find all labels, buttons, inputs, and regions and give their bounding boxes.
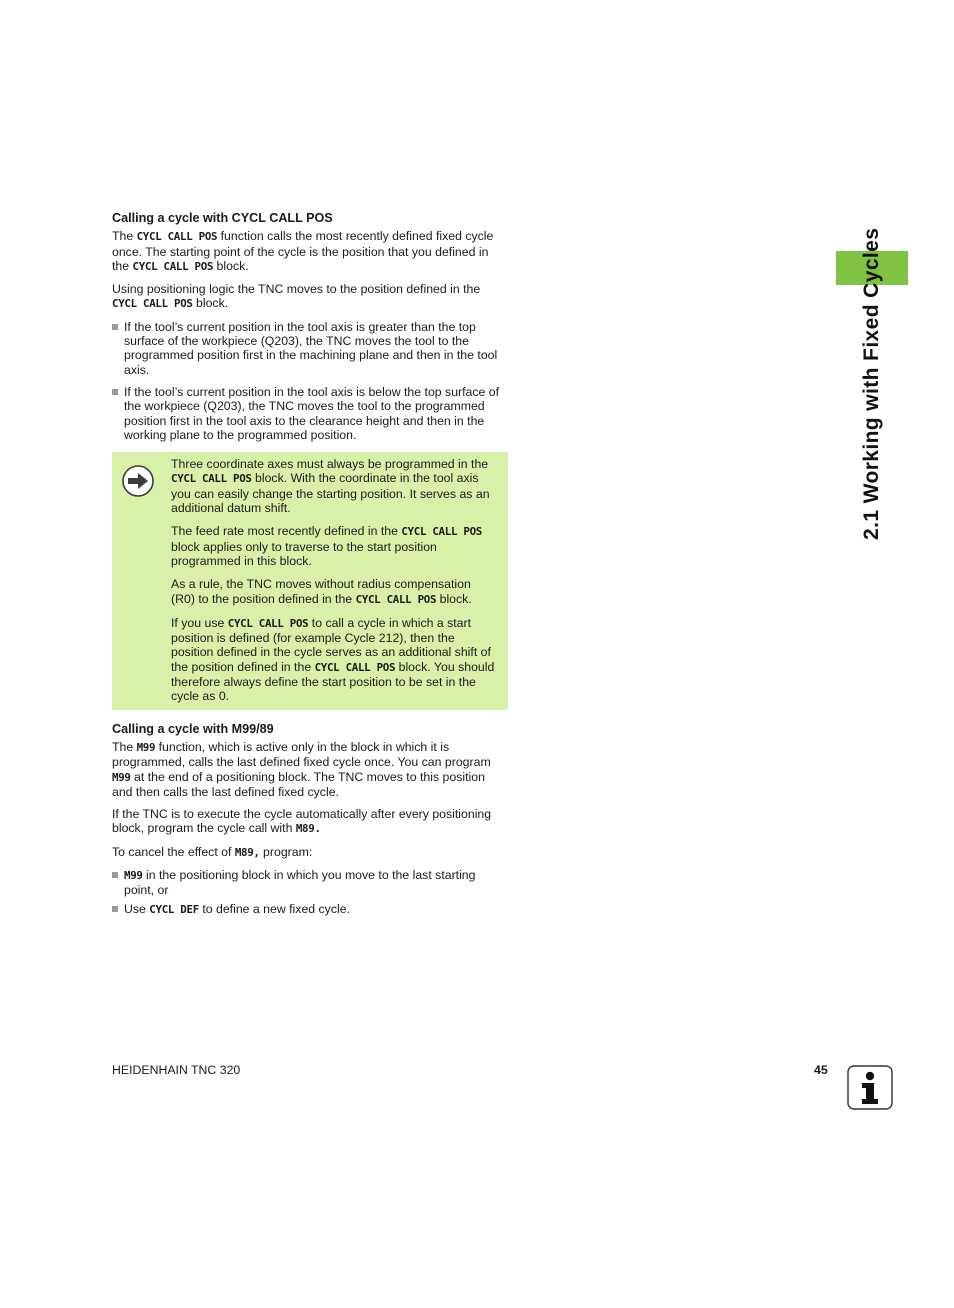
- main-content: [112, 211, 508, 925]
- note-paragraph: Three coordinate axes must always be programmed in the CYCL CALL POS block. With the coordinate in the tool axis you can easily change the starting position. It serves as an additional datum shift.: [171, 457, 490, 516]
- code-keyword: CYCL CALL POS: [112, 297, 193, 311]
- footer-product: HEIDENHAIN TNC 320: [112, 1063, 241, 1077]
- code-keyword: M89,: [234, 845, 260, 859]
- note-box: [112, 452, 508, 709]
- code-keyword: M99: [136, 740, 156, 754]
- note-paragraph: As a rule, the TNC moves without radius compensation (R0) to the position defined in the CYCL CALL POS block.: [171, 577, 472, 606]
- paragraph: Using positioning logic the TNC moves to the position defined in the CYCL CALL POS block.: [112, 282, 481, 311]
- list-item: Use CYCL DEF to define a new fixed cycle.: [112, 902, 508, 917]
- code-keyword: M89.: [295, 822, 321, 836]
- arrow-right-icon: [121, 464, 155, 498]
- paragraph: The CYCL CALL POS function calls the most recently defined fixed cycle once. The starting point of the cycle is the position that you defined in the CYCL CALL POS block.: [112, 229, 494, 273]
- note-paragraph: If you use CYCL CALL POS to call a cycle in which a start position is defined (for example Cycle 212), then the position defined in the cycle serves as an additional shift of the position defined in the CYCL CALL POS block. You should therefore always define the start position to be set in the cycle as 0.: [171, 615, 495, 704]
- code-keyword: CYCL CALL POS: [355, 592, 437, 606]
- section-heading-m99-89: Calling a cycle with M99/89: [112, 721, 274, 736]
- list-item: If the tool’s current position in the tool axis is greater than the top surface of the workpiece (Q203), the TNC moves the tool to the programmed position first in the machining plane and then in the tool axis.: [112, 320, 508, 377]
- list-item: M99 in the positioning block in which you move to the last starting point, or: [112, 868, 508, 898]
- code-keyword: CYCL CALL POS: [136, 230, 218, 244]
- section-heading-cycl-call-pos: Calling a cycle with CYCL CALL POS: [112, 211, 333, 225]
- paragraph: If the TNC is to execute the cycle automatically after every positioning block, program the cycle call with M89.: [112, 807, 492, 836]
- code-keyword: CYCL CALL POS: [132, 259, 214, 273]
- paragraph: To cancel the effect of M89, program:: [112, 844, 313, 859]
- code-keyword: CYCL DEF: [149, 902, 199, 916]
- page-number: 45: [814, 1063, 828, 1077]
- code-keyword: CYCL CALL POS: [401, 525, 482, 539]
- list-item: If the tool’s current position in the tool axis is below the top surface of the workpiece (Q203), the TNC moves the tool to the programmed position first in the tool axis to the clearance height and then in the working plane to the programmed position.: [112, 385, 508, 442]
- note-paragraph: The feed rate most recently defined in the CYCL CALL POS block applies only to traverse to the start position programmed in this block.: [171, 524, 482, 568]
- info-icon: [847, 1065, 893, 1110]
- paragraph: The M99 function, which is active only in the block in which it is programmed, calls the last defined fixed cycle once. You can program M99 at the end of a positioning block. The TNC moves to this position and then calls the last defined fixed cycle.: [112, 739, 491, 799]
- chapter-title: 2.1 Working with Fixed Cycles: [860, 227, 883, 540]
- code-keyword: CYCL CALL POS: [227, 616, 309, 630]
- code-keyword: M99: [124, 868, 143, 882]
- code-keyword: M99: [112, 770, 131, 784]
- code-keyword: CYCL CALL POS: [314, 660, 396, 674]
- code-keyword: CYCL CALL POS: [171, 472, 252, 486]
